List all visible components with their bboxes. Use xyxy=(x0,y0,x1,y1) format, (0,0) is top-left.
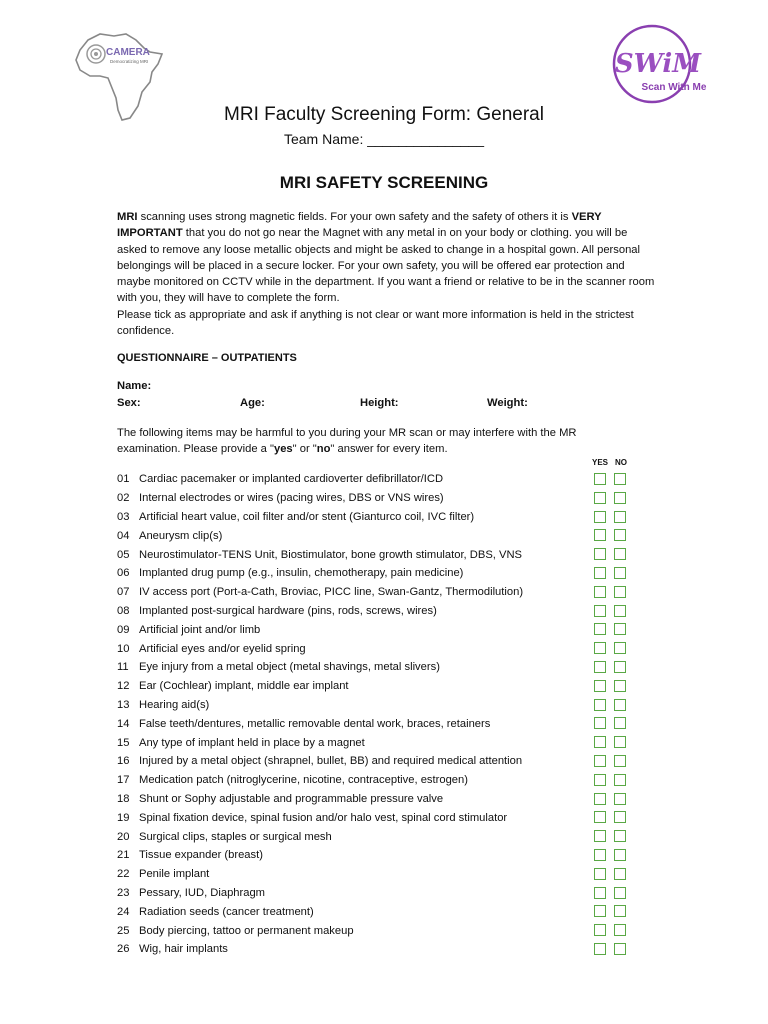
no-column-label: NO xyxy=(615,458,627,467)
item-text: Medication patch (nitroglycerine, nicotine, contraceptive, estrogen) xyxy=(139,774,468,787)
item-text: Artificial eyes and/or eyelid spring xyxy=(139,642,306,655)
list-item xyxy=(117,564,637,583)
no-checkbox[interactable] xyxy=(614,567,626,579)
item-number: 25 xyxy=(117,924,130,937)
questionnaire-heading: QUESTIONNAIRE – OUTPATIENTS xyxy=(117,352,297,364)
list-item xyxy=(117,677,637,696)
screening-items-list xyxy=(117,470,637,959)
list-item xyxy=(117,714,637,733)
yes-checkbox[interactable] xyxy=(594,642,606,654)
no-checkbox[interactable] xyxy=(614,548,626,560)
yes-checkbox[interactable] xyxy=(594,717,606,729)
item-number: 24 xyxy=(117,905,130,918)
item-number: 08 xyxy=(117,604,130,617)
no-checkbox[interactable] xyxy=(614,943,626,955)
note-no: no xyxy=(316,443,331,456)
list-item xyxy=(117,508,637,527)
no-checkbox[interactable] xyxy=(614,793,626,805)
yes-checkbox[interactable] xyxy=(594,943,606,955)
height-field-label: Height: xyxy=(360,397,399,409)
item-text: Internal electrodes or wires (pacing wires, DBS or VNS wires) xyxy=(139,492,444,505)
intro-text-1: scanning uses strong magnetic fields. For your own safety and the safety of others it is xyxy=(137,211,572,223)
item-text: Artificial joint and/or limb xyxy=(139,623,261,636)
list-item xyxy=(117,827,637,846)
yes-checkbox[interactable] xyxy=(594,887,606,899)
item-text: Spinal fixation device, spinal fusion and/or halo vest, spinal cord stimulator xyxy=(139,811,508,824)
intro-text-2: that you do not go near the Magnet with any metal in on your body or clothing. you will be asked to remove any loose metallic objects and might be asked to change in a hospital gown. All personal belongings will be placed in a secure locker. For your own safety, you will be offered ear protection and maybe monitored on CCTV while in the department. If you want a friend or relative to be in the scanner room with you, they will have to complete the form. xyxy=(117,227,655,305)
no-checkbox[interactable] xyxy=(614,699,626,711)
list-item xyxy=(117,733,637,752)
no-checkbox[interactable] xyxy=(614,661,626,673)
item-number: 14 xyxy=(117,717,130,730)
list-item xyxy=(117,902,637,921)
no-checkbox[interactable] xyxy=(614,529,626,541)
yes-checkbox[interactable] xyxy=(594,793,606,805)
item-number: 17 xyxy=(117,774,130,787)
item-text: Tissue expander (breast) xyxy=(139,849,263,862)
camera-logo-subtext: Democratizing MRI xyxy=(110,59,149,64)
yes-checkbox[interactable] xyxy=(594,699,606,711)
list-item xyxy=(117,470,637,489)
item-text: False teeth/dentures, metallic removable dental work, braces, retainers xyxy=(139,717,491,730)
no-checkbox[interactable] xyxy=(614,717,626,729)
item-number: 23 xyxy=(117,886,130,899)
no-checkbox[interactable] xyxy=(614,586,626,598)
intro-paragraph xyxy=(117,209,657,339)
intro-mri-bold: MRI xyxy=(117,211,138,223)
sex-field-label: Sex: xyxy=(117,397,141,409)
item-number: 12 xyxy=(117,680,130,693)
yes-checkbox[interactable] xyxy=(594,529,606,541)
yes-checkbox[interactable] xyxy=(594,680,606,692)
no-checkbox[interactable] xyxy=(614,830,626,842)
item-number: 02 xyxy=(117,492,130,505)
item-number: 03 xyxy=(117,510,130,523)
note-text-2: " or " xyxy=(292,443,317,456)
note-text-3: " answer for every item. xyxy=(330,443,448,456)
list-item xyxy=(117,752,637,771)
yes-checkbox[interactable] xyxy=(594,811,606,823)
list-item xyxy=(117,921,637,940)
no-checkbox[interactable] xyxy=(614,924,626,936)
instruction-note xyxy=(117,425,637,458)
age-field-label: Age: xyxy=(240,397,265,409)
no-checkbox[interactable] xyxy=(614,511,626,523)
item-text: Injured by a metal object (shrapnel, bullet, BB) and required medical attention xyxy=(139,755,523,768)
team-name-field[interactable]: Team Name: _______________ xyxy=(283,131,485,147)
no-checkbox[interactable] xyxy=(614,755,626,767)
item-number: 18 xyxy=(117,792,130,805)
no-checkbox[interactable] xyxy=(614,849,626,861)
list-item xyxy=(117,639,637,658)
item-text: Ear (Cochlear) implant, middle ear implant xyxy=(139,680,349,693)
yes-checkbox[interactable] xyxy=(594,661,606,673)
no-checkbox[interactable] xyxy=(614,811,626,823)
item-text: Cardiac pacemaker or implanted cardioverter defibrillator/ICD xyxy=(139,473,444,486)
list-item xyxy=(117,846,637,865)
no-checkbox[interactable] xyxy=(614,642,626,654)
section-heading: MRI SAFETY SCREENING xyxy=(279,173,489,192)
list-item xyxy=(117,884,637,903)
no-checkbox[interactable] xyxy=(614,887,626,899)
item-text: Implanted post-surgical hardware (pins, rods, screws, wires) xyxy=(139,604,437,617)
item-number: 10 xyxy=(117,642,130,655)
swim-logo-subtext: Scan With Me xyxy=(641,82,707,93)
yes-checkbox[interactable] xyxy=(594,830,606,842)
item-number: 04 xyxy=(117,529,130,542)
yes-checkbox[interactable] xyxy=(594,924,606,936)
yes-checkbox[interactable] xyxy=(594,849,606,861)
yes-checkbox[interactable] xyxy=(594,868,606,880)
list-item xyxy=(117,545,637,564)
item-number: 19 xyxy=(117,811,130,824)
no-checkbox[interactable] xyxy=(614,492,626,504)
item-text: Radiation seeds (cancer treatment) xyxy=(139,905,314,918)
item-number: 22 xyxy=(117,868,130,881)
item-number: 06 xyxy=(117,567,130,580)
weight-field-label: Weight: xyxy=(487,397,528,409)
item-text: Pessary, IUD, Diaphragm xyxy=(139,886,266,899)
no-checkbox[interactable] xyxy=(614,680,626,692)
item-number: 16 xyxy=(117,755,130,768)
intro-text-3: Please tick as appropriate and ask if anything is not clear or want more information is held in the strictest confidence. xyxy=(117,308,634,338)
item-number: 05 xyxy=(117,548,130,561)
yes-checkbox[interactable] xyxy=(594,755,606,767)
item-number: 09 xyxy=(117,623,130,636)
list-item xyxy=(117,865,637,884)
item-text: Artificial heart value, coil filter and/or stent (Gianturco coil, IVC filter) xyxy=(139,510,475,523)
item-number: 26 xyxy=(117,943,130,956)
no-checkbox[interactable] xyxy=(614,473,626,485)
item-text: Surgical clips, staples or surgical mesh xyxy=(139,830,332,843)
list-item xyxy=(117,771,637,790)
list-item xyxy=(117,790,637,809)
yes-checkbox[interactable] xyxy=(594,492,606,504)
yes-column-label: YES xyxy=(592,458,609,467)
item-number: 11 xyxy=(117,661,129,674)
no-checkbox[interactable] xyxy=(614,605,626,617)
yes-checkbox[interactable] xyxy=(594,774,606,786)
list-item xyxy=(117,940,637,959)
no-checkbox[interactable] xyxy=(614,736,626,748)
no-checkbox[interactable] xyxy=(614,868,626,880)
no-checkbox[interactable] xyxy=(614,623,626,635)
item-text: Neurostimulator-TENS Unit, Biostimulator, bone growth stimulator, DBS, VNS xyxy=(139,548,523,561)
form-title: MRI Faculty Screening Form: General xyxy=(224,104,544,125)
item-number: 15 xyxy=(117,736,130,749)
yes-checkbox[interactable] xyxy=(594,473,606,485)
item-text: Penile implant xyxy=(139,868,210,881)
item-number: 20 xyxy=(117,830,130,843)
item-text: Shunt or Sophy adjustable and programmable pressure valve xyxy=(139,792,444,805)
intro-very-important: VERY IMPORTANT xyxy=(117,211,602,240)
item-number: 13 xyxy=(117,698,130,711)
yes-checkbox[interactable] xyxy=(594,623,606,635)
no-checkbox[interactable] xyxy=(614,905,626,917)
list-item xyxy=(117,489,637,508)
note-text-1: The following items may be harmful to you during your MR scan or may interfere with the MR examination. Please provide a " xyxy=(117,427,577,456)
camera-logo-text: CAMERA xyxy=(106,47,150,58)
no-checkbox[interactable] xyxy=(614,774,626,786)
list-item xyxy=(117,620,637,639)
yes-checkbox[interactable] xyxy=(594,548,606,560)
item-text: Wig, hair implants xyxy=(139,943,228,956)
yes-checkbox[interactable] xyxy=(594,605,606,617)
yes-checkbox[interactable] xyxy=(594,736,606,748)
yes-checkbox[interactable] xyxy=(594,567,606,579)
swim-logo-text: SWiM xyxy=(614,49,702,79)
item-text: Body piercing, tattoo or permanent makeup xyxy=(139,924,354,937)
list-item xyxy=(117,583,637,602)
yes-checkbox[interactable] xyxy=(594,586,606,598)
list-item xyxy=(117,658,637,677)
list-item xyxy=(117,602,637,621)
name-field-label: Name: xyxy=(117,380,152,392)
list-item xyxy=(117,526,637,545)
item-text: Aneurysm clip(s) xyxy=(139,529,223,542)
yes-checkbox[interactable] xyxy=(594,905,606,917)
item-text: Any type of implant held in place by a magnet xyxy=(139,736,365,749)
item-text: Implanted drug pump (e.g., insulin, chemotherapy, pain medicine) xyxy=(139,567,464,580)
swim-logo xyxy=(604,24,722,110)
list-item xyxy=(117,808,637,827)
note-yes: yes xyxy=(273,443,293,456)
item-number: 21 xyxy=(117,849,130,862)
item-text: IV access port (Port-a-Cath, Broviac, PICC line, Swan-Gantz, Thermodilution) xyxy=(139,586,524,599)
yes-checkbox[interactable] xyxy=(594,511,606,523)
item-number: 01 xyxy=(117,473,130,486)
item-text: Hearing aid(s) xyxy=(139,698,210,711)
list-item xyxy=(117,696,637,715)
item-text: Eye injury from a metal object (metal shavings, metal slivers) xyxy=(139,661,440,674)
item-number: 07 xyxy=(117,586,130,599)
